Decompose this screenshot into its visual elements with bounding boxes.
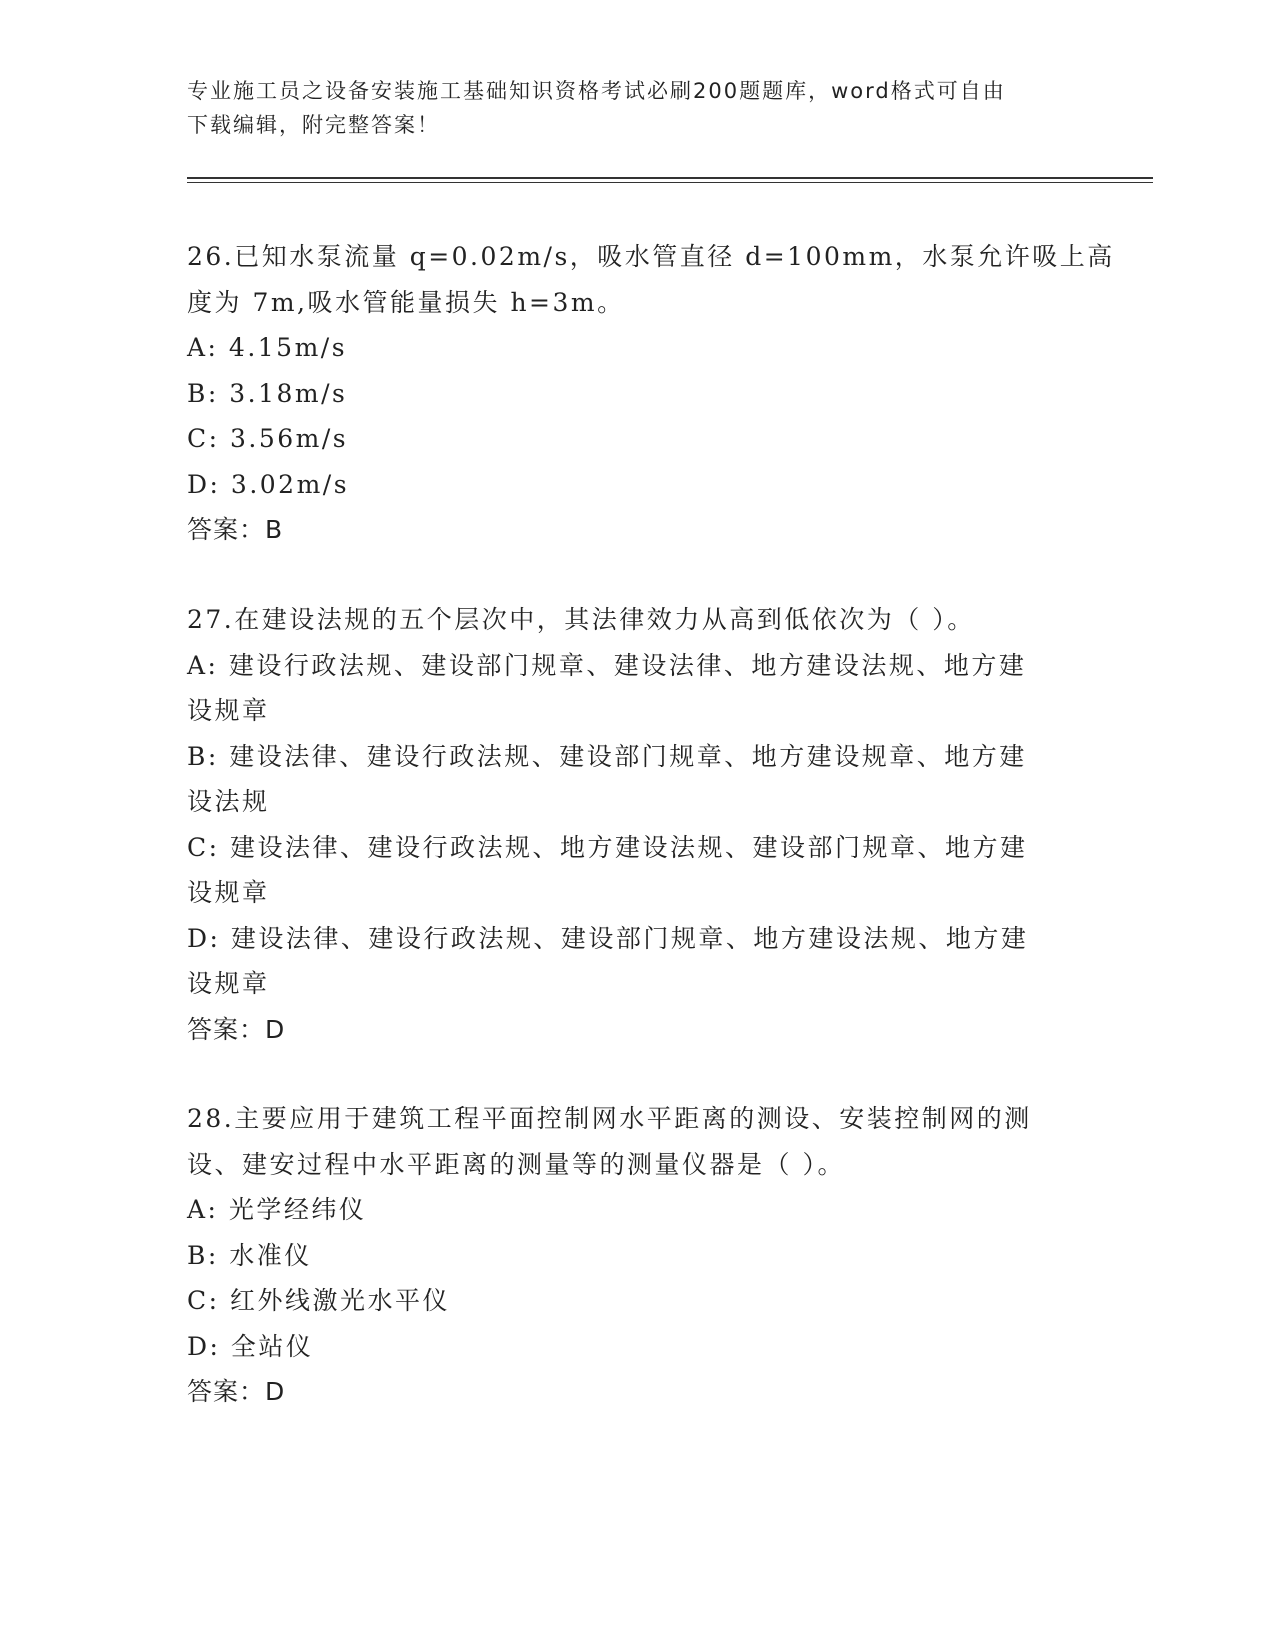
option-b: B: 3.18m/s <box>187 378 348 408</box>
option-d: D: 建设法律、建设行政法规、建设部门规章、地方建设法规、地方建 <box>187 923 1029 953</box>
option-c-continued: 设规章 <box>187 878 270 907</box>
question-stem: 28.主要应用于建筑工程平面控制网水平距离的测设、安装控制网的测 <box>187 1104 1032 1133</box>
question-stem: 度为 7m,吸水管能量损失 h=3m。 <box>187 287 625 317</box>
option-c: C: 3.56m/s <box>187 424 349 453</box>
answer-label: 答案：B <box>187 515 284 544</box>
option-a: A: 光学经纬仪 <box>187 1195 367 1224</box>
option-b: B: 建设法律、建设行政法规、建设部门规章、地方建设规章、地方建 <box>187 741 1027 771</box>
document-header <box>187 74 1067 142</box>
header-divider <box>187 182 1153 183</box>
header-line: 下载编辑，附完整答案！ <box>187 113 440 137</box>
option-a: A: 4.15m/s <box>187 333 348 362</box>
option-c: C: 红外线激光水平仪 <box>187 1286 450 1315</box>
question-stem: 26.已知水泵流量 q=0.02m/s，吸水管直径 d=100mm，水泵允许吸上高 <box>187 242 1115 271</box>
option-b-continued: 设法规 <box>187 787 270 816</box>
answer-label: 答案：D <box>187 1377 286 1406</box>
answer-label: 答案：D <box>187 1014 286 1044</box>
option-b: B: 水准仪 <box>187 1240 312 1270</box>
header-line: 专业施工员之设备安装施工基础知识资格考试必刷200题题库，word格式可自由 <box>187 79 1006 103</box>
question-28 <box>187 1096 1077 1415</box>
question-stem: 27.在建设法规的五个层次中，其法律效力从高到低依次为（ ）。 <box>187 605 975 634</box>
option-d-continued: 设规章 <box>187 969 270 998</box>
option-d: D: 全站仪 <box>187 1331 314 1361</box>
question-27 <box>187 597 1077 1052</box>
header-divider <box>187 177 1153 179</box>
option-c: C: 建设法律、建设行政法规、地方建设法规、建设部门规章、地方建 <box>187 832 1028 862</box>
question-26 <box>187 234 1115 553</box>
option-d: D: 3.02m/s <box>187 469 350 499</box>
option-a: A: 建设行政法规、建设部门规章、建设法律、地方建设法规、地方建 <box>187 650 1027 680</box>
question-stem: 设、建安过程中水平距离的测量等的测量仪器是（ ）。 <box>187 1149 845 1179</box>
option-a-continued: 设规章 <box>187 696 270 725</box>
